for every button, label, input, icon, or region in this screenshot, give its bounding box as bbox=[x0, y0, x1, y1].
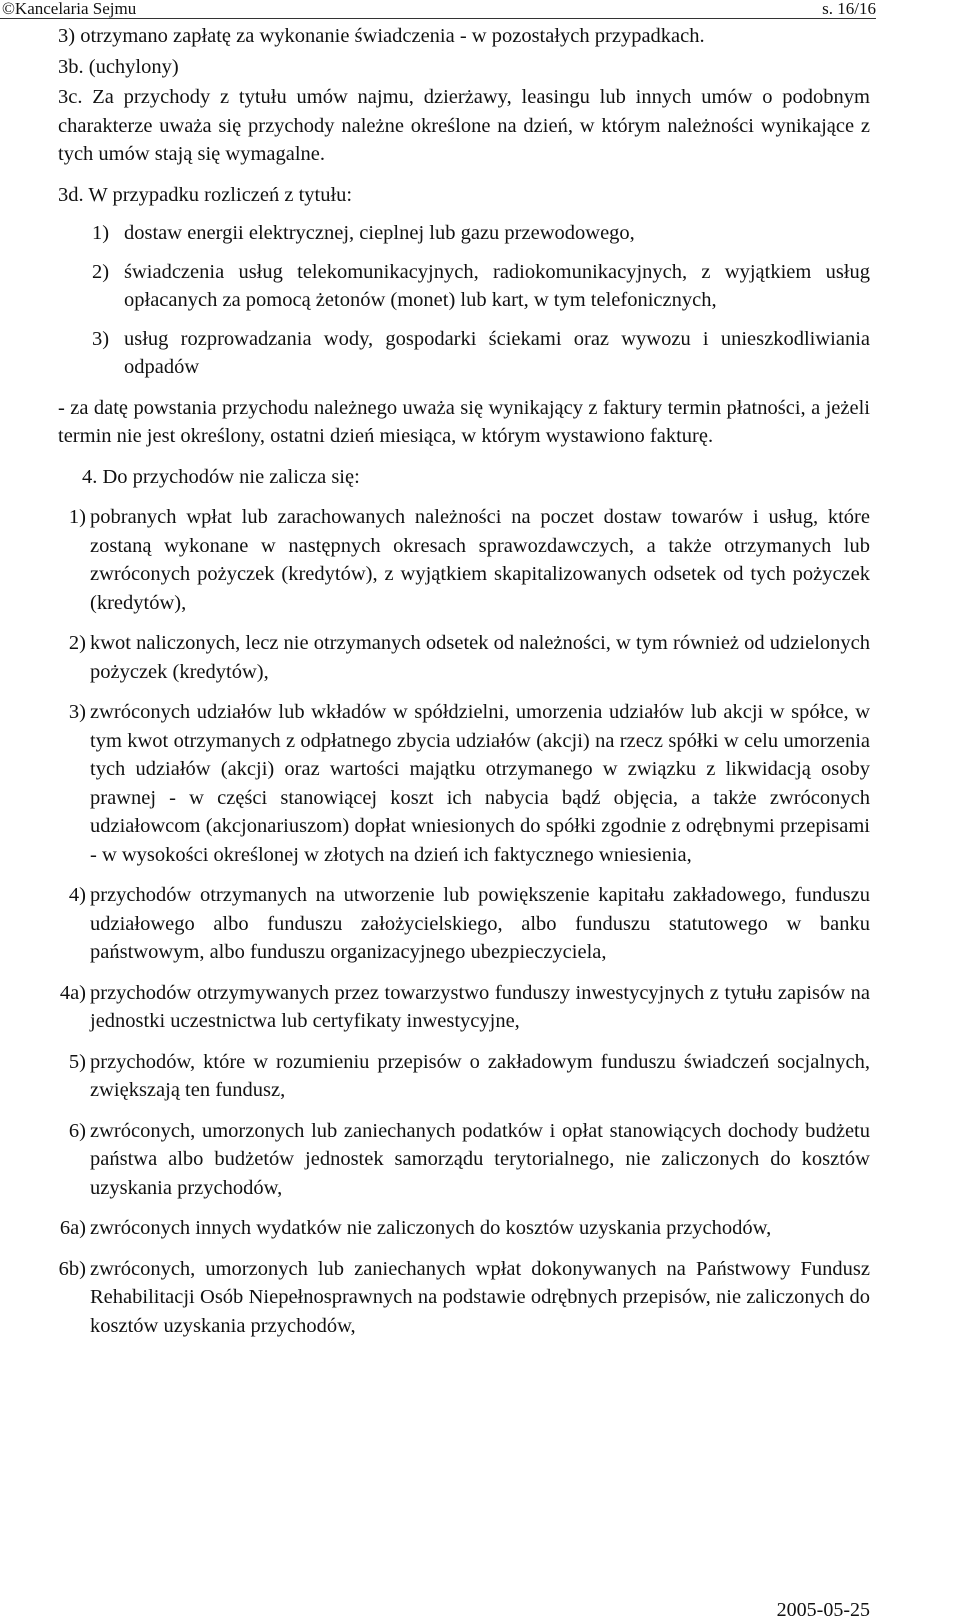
list-item bbox=[58, 979, 870, 1036]
paragraph-3d: 3d. W przypadku rozliczeń z tytułu: bbox=[58, 183, 353, 206]
list-item-text: świadczenia usług telekomunikacyjnych, radiokomunikacyjnych, z wyjątkiem usług opłacanych za pomocą żetonów (monet) lub kart, w tym telefonicznych, bbox=[124, 260, 870, 311]
header-rule bbox=[0, 18, 876, 19]
list-item-number: 4a) bbox=[59, 981, 86, 1004]
list-item-text: zwróconych innych wydatków nie zaliczonych do kosztów uzyskania przychodów, bbox=[90, 1217, 772, 1239]
list-item-text: przychodów otrzymywanych przez towarzystwo funduszy inwestycyjnych z tytułu zapisów na jednostki uczestnictwa lub certyfikaty inwestycyjne, bbox=[90, 981, 870, 1032]
list-item-number: 6) bbox=[68, 1119, 86, 1142]
list-item-number: 3) bbox=[68, 701, 86, 723]
list-item bbox=[92, 325, 870, 382]
list-item-number: 4) bbox=[68, 884, 86, 906]
paragraph-3d-list bbox=[92, 219, 870, 382]
page-number: s. 16/16 bbox=[822, 0, 876, 18]
list-item-number: 6a) bbox=[59, 1217, 86, 1239]
list-item bbox=[58, 1048, 870, 1105]
list-item-text: zwróconych, umorzonych lub zaniechanych wpłat dokonywanych na Państwowy Fundusz Rehabilitacji Osób Niepełnosprawnych na podstawie odrębnych przepisów, nie zaliczonych do kosztów uzyskania przychodów, bbox=[90, 1257, 870, 1337]
list-item-text: zwróconych, umorzonych lub zaniechanych podatków i opłat stanowiących dochody budżetu państwa albo budżetów jednostek samorządu terytorialnego, nie zaliczonych do kosztów uzyskania przychodów, bbox=[90, 1119, 870, 1199]
list-item-number: 5) bbox=[68, 1050, 86, 1073]
list-item-number: 3) bbox=[92, 327, 110, 350]
paragraph-3: 3) otrzymano zapłatę za wykonanie świadczenia - w pozostałych przypadkach. bbox=[58, 25, 705, 47]
list-item bbox=[58, 698, 870, 869]
list-item bbox=[58, 1214, 870, 1243]
list-item-number: 2) bbox=[68, 632, 86, 654]
paragraph-3b: 3b. (uchylony) bbox=[58, 55, 179, 78]
list-item bbox=[58, 1117, 870, 1203]
list-item bbox=[58, 881, 870, 967]
list-item-text: zwróconych udziałów lub wkładów w spółdzielni, umorzenia udziałów lub akcji w spółce, w tym kwot otrzymanych z odpłatnego zbycia udziałów (akcji) na rzecz spółki w celu umorzenia tych udziałów (akcji) oraz wartości majątku otrzymanego w związku z likwidacją osoby prawnej - w części stanowiącej koszt ich nabycia bądź objęcia, a także zwróconych udziałowcom (akcjonariuszom) dopłat wniesionych do spółki zgodnie z odrębnymi przepisami - w wysokości określonej w złotych na dzień ich faktycznego wniesienia, bbox=[90, 701, 870, 866]
list-item bbox=[58, 503, 870, 617]
paragraph-4: 4. Do przychodów nie zalicza się: bbox=[82, 465, 360, 488]
list-item-text: dostaw energii elektrycznej, cieplnej lub gazu przewodowego, bbox=[124, 222, 635, 244]
list-item bbox=[92, 219, 870, 248]
list-item bbox=[58, 1255, 870, 1341]
list-item-number: 2) bbox=[92, 260, 110, 283]
paragraph-3c: 3c. Za przychody z tytułu umów najmu, dzierżawy, leasingu lub innych umów o podobnym charakterze uważa się przychody należne określone na dzień, w którym należności wynikające z tych umów stają się wymagalne. bbox=[58, 86, 870, 165]
list-item-text: przychodów otrzymanych na utworzenie lub powiększenie kapitału zakładowego, funduszu udziałowego albo funduszu założycielskiego, albo funduszu statutowego w banku państwowym, albo funduszu organizacyjnego ubezpieczyciela, bbox=[90, 884, 870, 963]
paragraph-4-list bbox=[58, 503, 870, 1340]
list-item-text: przychodów, które w rozumieniu przepisów o zakładowym funduszu świadczeń socjalnych, zwiększają ten fundusz, bbox=[90, 1050, 870, 1101]
list-item bbox=[58, 629, 870, 686]
list-item-number: 6b) bbox=[58, 1257, 86, 1280]
document-body bbox=[58, 22, 870, 1340]
list-item bbox=[92, 258, 870, 315]
publisher-label: ©Kancelaria Sejmu bbox=[2, 0, 137, 18]
list-item-text: kwot naliczonych, lecz nie otrzymanych odsetek od należności, w tym również od udzielonych pożyczek (kredytów), bbox=[90, 632, 870, 683]
list-item-text: pobranych wpłat lub zarachowanych należności na poczet dostaw towarów i usług, które zostaną wykonane w następnych okresach sprawozdawczych, a także otrzymanych lub zwróconych pożyczek (kredytów), z wyjątkiem skapitalizowanych odsetek od tych pożyczek (kredytów), bbox=[90, 506, 870, 614]
footer-date: 2005-05-25 bbox=[776, 1599, 870, 1621]
paragraph-3d-tail: - za datę powstania przychodu należnego uważa się wynikający z faktury termin płatności, a jeżeli termin nie jest określony, ostatni dzień miesiąca, w którym wystawiono fakturę. bbox=[58, 396, 870, 447]
list-item-number: 1) bbox=[68, 506, 86, 528]
page-header bbox=[0, 0, 960, 22]
list-item-text: usług rozprowadzania wody, gospodarki ściekami oraz wywozu i unieszkodliwiania odpadów bbox=[124, 327, 870, 378]
list-item-number: 1) bbox=[92, 222, 110, 244]
